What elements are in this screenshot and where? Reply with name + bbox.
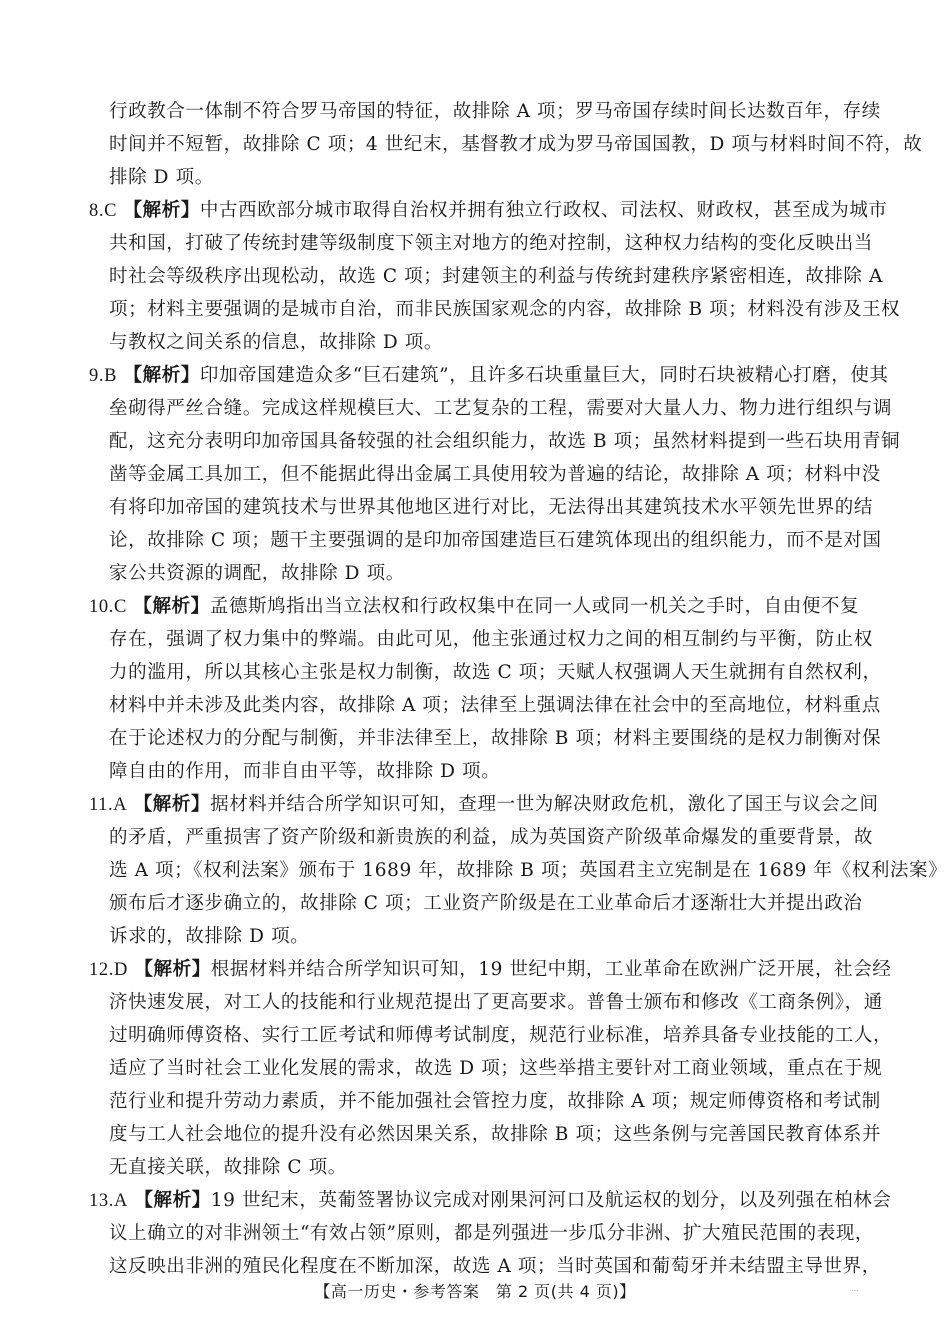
text-line: 这反映出非洲的殖民化程度在不断加深，故选 A 项；当时英国和葡萄牙并未结盟主导世界， <box>109 1256 881 1277</box>
text-line: 项；材料主要强调的是城市自治，而非民族国家观念的内容，故排除 B 项；材料没有涉及王权 <box>109 299 901 320</box>
text-line: 存在，强调了权力集中的弊端。由此可见，他主张通过权力之间的相互制约与平衡，防止权 <box>109 629 874 650</box>
text-line: 适应了当时社会工业化发展的需求，故选 D 项；这些举措主要针对工商业领域，重点在于规 <box>109 1058 883 1079</box>
analysis-tag: 【解析】 <box>133 596 210 617</box>
text-line: 范行业和提升劳动力素质，并不能加强社会管控力度，故排除 A 项；规定师傅资格和考试制 <box>109 1091 881 1112</box>
text-line: 排除 D 项。 <box>109 167 214 188</box>
item-number: 10. <box>89 597 114 617</box>
answer-item-10 <box>89 594 859 620</box>
answer-letter: C <box>113 597 127 617</box>
answer-letter: D <box>113 960 128 980</box>
text-line: 凿等金属工具加工，但不能据此得出金属工具使用较为普遍的结论，故排除 A 项；材料中没 <box>109 464 881 485</box>
text-line: 度与工人社会地位的提升没有必然因果关系，故排除 B 项；这些条例与完善国民教育体系并 <box>109 1124 882 1145</box>
text-line: 颁布后才逐步确立的，故排除 C 项；工业资产阶级是在工业革命后才逐渐壮大并提出政治 <box>109 893 863 914</box>
item-first-line: 印加帝国建造众多“巨石建筑”，且许多石块重量巨大，同时石块被精心打磨，使其 <box>199 365 889 386</box>
analysis-tag: 【解析】 <box>123 365 200 386</box>
text-line: 过明确师傅资格、实行工匠考试和师傅考试制度，规范行业标准，培养具备专业技能的工人， <box>109 1025 893 1046</box>
item-number: 12. <box>89 960 114 980</box>
text-line: 诉求的，故排除 D 项。 <box>109 926 310 947</box>
text-line: 垒砌得严丝合缝。完成这样规模巨大、工艺复杂的工程，需要对大量人力、物力进行组织与调 <box>109 398 893 419</box>
answer-letter: C <box>104 201 118 221</box>
text-line: 济快速发展，对工人的技能和行业规范提出了更高要求。普鲁士颁布和修改《工商条例》，通 <box>109 992 883 1013</box>
item-first-line: 根据材料并结合所学知识可知，19 世纪中期，工业革命在欧洲广泛开展，社会经 <box>210 959 892 980</box>
text-line: 时社会等级秩序出现松动，故选 C 项；封建领主的利益与传统封建秩序紧密相连，故排除 A <box>109 266 883 287</box>
analysis-tag: 【解析】 <box>133 794 211 815</box>
page-footer: 【高一历史・参考答案 第 2 页(共 4 页)】 <box>314 1282 636 1301</box>
corner-mark: … <box>851 1284 859 1293</box>
text-line: 选 A 项；《权利法案》颁布于 1689 年，故排除 B 项；英国君主立宪制是在 1689 年《权利法案》 <box>109 860 948 881</box>
text-line: 力的滥用，所以其核心主张是权力制衡，故选 C 项；天赋人权强调人天生就拥有自然权利， <box>109 662 882 683</box>
answer-item-11 <box>89 792 879 818</box>
item-number: 13. <box>89 1191 114 1211</box>
text-line: 障自由的作用，而非自由平等，故排除 D 项。 <box>109 761 501 782</box>
item-first-line: 中古西欧部分城市取得自治权并拥有独立行政权、司法权、财政权，甚至成为城市 <box>199 200 888 221</box>
text-line: 时间并不短暂，故排除 C 项；4 世纪末，基督教才成为罗马帝国国教，D 项与材料时间不符，故 <box>109 134 923 155</box>
answer-letter: A <box>113 795 128 815</box>
answer-letter: A <box>113 1191 128 1211</box>
text-line: 的矛盾，严重损害了资产阶级和新贵族的利益，成为英国资产阶级革命爆发的重要背景，故 <box>109 827 874 848</box>
text-line: 在于论述权力的分配与制衡，并非法律至上，故排除 B 项；材料主要围绕的是权力制衡对保 <box>109 728 882 749</box>
answer-item-13 <box>89 1188 891 1214</box>
item-number: 9. <box>89 366 105 386</box>
text-line: 无直接关联，故排除 C 项。 <box>109 1157 347 1178</box>
answer-item-8 <box>89 198 888 224</box>
text-line: 共和国，打破了传统封建等级制度下领主对地方的绝对控制，这种权力结构的变化反映出当 <box>109 233 874 254</box>
item-first-line: 据材料并结合所学知识可知，查理一世为解决财政危机，激化了国王与议会之间 <box>210 794 879 815</box>
text-line: 与教权之间关系的信息，故排除 D 项。 <box>109 332 443 353</box>
text-line: 配，这充分表明印加帝国具备较强的社会组织能力，故选 B 项；虽然材料提到一些石块用青铜 <box>109 431 901 452</box>
item-number: 11. <box>89 795 114 815</box>
answer-letter: B <box>104 366 118 386</box>
analysis-tag: 【解析】 <box>134 1190 211 1211</box>
answer-item-12 <box>89 957 891 983</box>
text-line: 材料中并未涉及此类内容，故排除 A 项；法律至上强调法律在社会中的至高地位，材料重点 <box>109 695 881 716</box>
analysis-tag: 【解析】 <box>123 200 200 221</box>
text-line: 行政教合一体制不符合罗马帝国的特征，故排除 A 项；罗马帝国存续时间长达数百年，存续 <box>109 101 881 122</box>
text-line: 论，故排除 C 项；题干主要强调的是印加帝国建造巨石建筑体现出的组织能力，而不是对国 <box>109 530 882 551</box>
answer-item-9 <box>89 363 889 389</box>
text-line: 有将印加帝国的建筑技术与世界其他地区进行对比，无法得出其建筑技术水平领先世界的结 <box>109 497 874 518</box>
text-line: 议上确立的对非洲领土“有效占领”原则，都是列强进一步瓜分非洲、扩大殖民范围的表现， <box>109 1223 875 1244</box>
item-number: 8. <box>89 201 105 221</box>
analysis-tag: 【解析】 <box>134 959 211 980</box>
item-first-line: 孟德斯鸠指出当立法权和行政权集中在同一人或同一机关之手时，自由便不复 <box>209 596 860 617</box>
item-first-line: 19 世纪末，英葡签署协议完成对刚果河河口及航运权的划分，以及列强在柏林会 <box>210 1190 892 1211</box>
text-line: 家公共资源的调配，故排除 D 项。 <box>109 563 405 584</box>
